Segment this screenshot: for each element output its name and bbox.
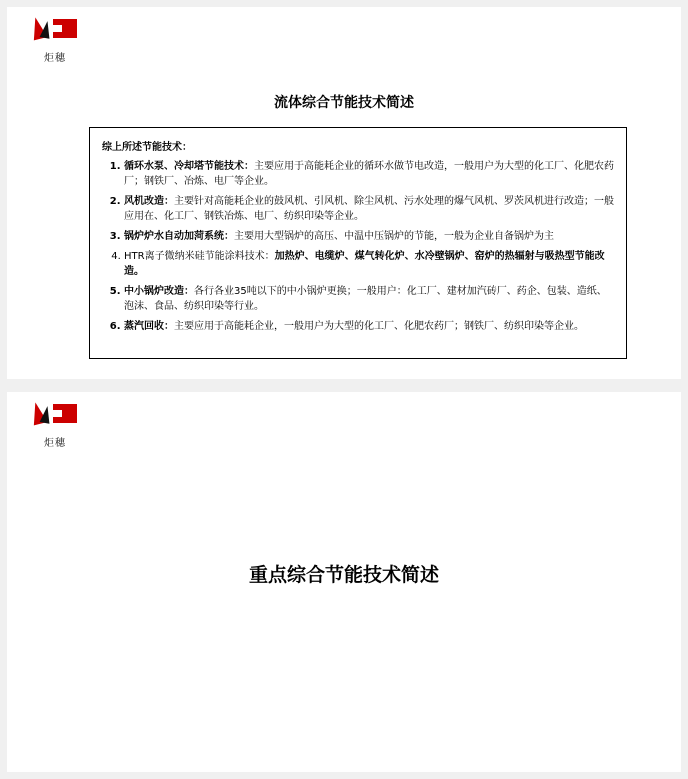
list-item-label: 蒸汽回收：	[124, 321, 174, 332]
flame-black-icon	[40, 20, 53, 38]
slide-2-title: 重点综合节能技术简述	[248, 564, 439, 586]
logo-text: 炬穗	[44, 53, 66, 64]
list-item-label: 循环水泵、冷却塔节能技术：	[124, 161, 254, 172]
list-item	[124, 319, 614, 334]
summary-lead: 综上所述节能技术：	[102, 142, 192, 153]
list-item-body: 加热炉、电缆炉、煤气转化炉、水冷壁锅炉、窑炉的热辐射与吸热型节能改造。	[124, 251, 605, 277]
list-item	[124, 229, 614, 244]
company-logo	[27, 402, 83, 450]
slide-1	[7, 7, 681, 379]
list-item-label: 风机改造：	[124, 196, 174, 207]
flame-black-icon	[40, 405, 53, 423]
summary-list	[102, 159, 614, 334]
list-item	[124, 284, 614, 314]
flame-logo-icon	[29, 17, 81, 47]
logo-notch-shape	[53, 410, 62, 417]
list-item	[124, 159, 614, 189]
list-item	[124, 249, 614, 279]
list-item-label: 锅炉炉水自动加菏系统：	[124, 231, 234, 242]
list-item-label: HTR离子微纳米硅节能涂料技术：	[124, 251, 275, 262]
list-item-body: 主要应用于高能耗企业，一般用户为大型的化工厂、化肥农药厂；钢铁厂、纺织印染等企业。	[174, 321, 584, 332]
summary-box	[89, 127, 627, 359]
list-item-label: 中小锅炉改造：	[124, 286, 194, 297]
list-item-body: 主要针对高能耗企业的鼓风机、引风机、除尘风机、污水处理的爆气风机、罗茨风机进行改造；一般应用在、化工厂、钢铁冶炼、电厂、纺织印染等企业。	[124, 196, 614, 222]
flame-logo-icon	[29, 402, 81, 432]
list-item	[124, 194, 614, 224]
slide-2	[7, 392, 681, 772]
company-logo	[27, 17, 83, 65]
logo-notch-shape	[53, 25, 62, 32]
logo-text: 炬穗	[44, 438, 66, 449]
slide-1-title: 流体综合节能技术简述	[274, 95, 414, 111]
list-item-body: 主要用大型锅炉的高压、中温中压锅炉的节能，一般为企业自备锅炉为主	[234, 231, 554, 242]
list-item-body: 主要应用于高能耗企业的循环水做节电改造，一般用户为大型的化工厂、化肥农药厂；钢铁厂、冶炼、电厂等企业。	[124, 161, 614, 187]
list-item-body: 各行各业35吨以下的中小锅炉更换；一般用户：化工厂、建材加汽砖厂、药企、包装、造纸、泡沫、食品、纺织印染等行业。	[124, 286, 607, 312]
